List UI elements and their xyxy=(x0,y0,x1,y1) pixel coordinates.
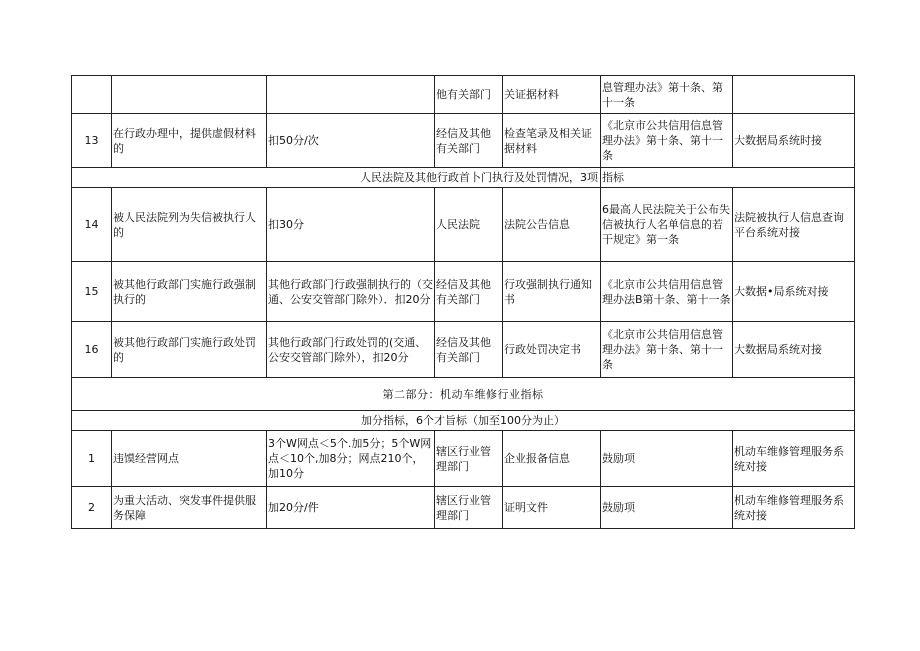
responsible-dept: 人民法院 xyxy=(435,188,503,262)
table-row xyxy=(72,431,855,487)
part-title-row xyxy=(72,378,855,411)
table-row xyxy=(72,262,855,322)
score-rule xyxy=(267,76,435,114)
data-source: 大数据•局系统对接 xyxy=(733,262,855,322)
row-number: 13 xyxy=(72,114,112,168)
legal-basis: 鼓励项 xyxy=(601,431,733,487)
evidence: 法院公告信息 xyxy=(503,188,601,262)
score-rule: 3个W网点＜5个.加5分；5个W网点＜10个,加8分；网点210个，加10分 xyxy=(267,431,435,487)
indicator-item: 为重大活动、突发事件提供服务保障 xyxy=(112,487,267,529)
score-rule: 加20分/件 xyxy=(267,487,435,529)
indicator-item xyxy=(112,76,267,114)
evidence: 行攻强制执行通知书 xyxy=(503,262,601,322)
legal-basis: 《北京市公共信用信息管理办法》第十条、第十一条 xyxy=(601,114,733,168)
responsible-dept: 经信及其他有关部门 xyxy=(435,114,503,168)
indicator-item: 被其他行政部门实施行政强制执行的 xyxy=(112,262,267,322)
indicator-table xyxy=(71,75,855,529)
part-two-title: 第二部分：机动车维修行业指标 xyxy=(72,378,855,411)
table-row xyxy=(72,76,855,114)
responsible-dept: 经信及其他有关部门 xyxy=(435,262,503,322)
table-row xyxy=(72,487,855,529)
legal-basis: 息管理办法》第十条、第十一条 xyxy=(601,76,733,114)
data-source: 机动车维修管理服务系统对接 xyxy=(733,487,855,529)
table-row xyxy=(72,188,855,262)
row-number: 2 xyxy=(72,487,112,529)
legal-basis: 《北京市公共信用信息管理办法B第十条、第十一条 xyxy=(601,262,733,322)
table-row xyxy=(72,322,855,378)
legal-basis: 鼓励项 xyxy=(601,487,733,529)
evidence: 检查笔录及相关证据材料 xyxy=(503,114,601,168)
data-source: 法院被执行人信息查询平台系统对接 xyxy=(733,188,855,262)
row-number: 14 xyxy=(72,188,112,262)
score-rule: 其他行政部门行政强制执行的（交通、公安交管部门除外）．扣20分 xyxy=(267,262,435,322)
score-rule: 扣30分 xyxy=(267,188,435,262)
table-row xyxy=(72,114,855,168)
row-number: 1 xyxy=(72,431,112,487)
indicator-item: 被人民法院列为失信被执行人的 xyxy=(112,188,267,262)
section-bonus-title: 加分指标，6个才旨标（加至100分为止） xyxy=(72,411,855,431)
responsible-dept: 辖区行业管理部门 xyxy=(435,431,503,487)
score-rule: 其他行政部门行政处罚的(交通、公安交管部门除外），扣20分 xyxy=(267,322,435,378)
row-number: 15 xyxy=(72,262,112,322)
evidence: 证明文件 xyxy=(503,487,601,529)
indicator-item: 被其他行政部门实施行政处罚的 xyxy=(112,322,267,378)
section-header xyxy=(72,411,855,431)
section-courts-suffix: 指标 xyxy=(601,168,855,188)
legal-basis: 6最高人民法院关于公布失信被执行人名单信息的若干规定》第一条 xyxy=(601,188,733,262)
evidence: 企业报备信息 xyxy=(503,431,601,487)
indicator-item: 在行政办理中，提供虚假材料的 xyxy=(112,114,267,168)
responsible-dept: 他有关部门 xyxy=(435,76,503,114)
legal-basis: 《北京市公共信用信息管理办法》第十条、第十一条 xyxy=(601,322,733,378)
row-number: 16 xyxy=(72,322,112,378)
responsible-dept: 经信及其他有关部门 xyxy=(435,322,503,378)
section-courts-title: 人民法院及其他行政首卜门执行及处罚情况，3项 xyxy=(72,168,601,188)
score-rule: 扣50分/次 xyxy=(267,114,435,168)
data-source: 大数据局系统时接 xyxy=(733,114,855,168)
evidence: 行政处罚决定书 xyxy=(503,322,601,378)
responsible-dept: 辖区行业管理部门 xyxy=(435,487,503,529)
data-source xyxy=(733,76,855,114)
data-source: 大数据局系统对接 xyxy=(733,322,855,378)
row-number xyxy=(72,76,112,114)
indicator-item: 违馍经营网点 xyxy=(112,431,267,487)
data-source: 机动车维修管理服务系统对接 xyxy=(733,431,855,487)
section-header xyxy=(72,168,855,188)
evidence: 关证据材料 xyxy=(503,76,601,114)
